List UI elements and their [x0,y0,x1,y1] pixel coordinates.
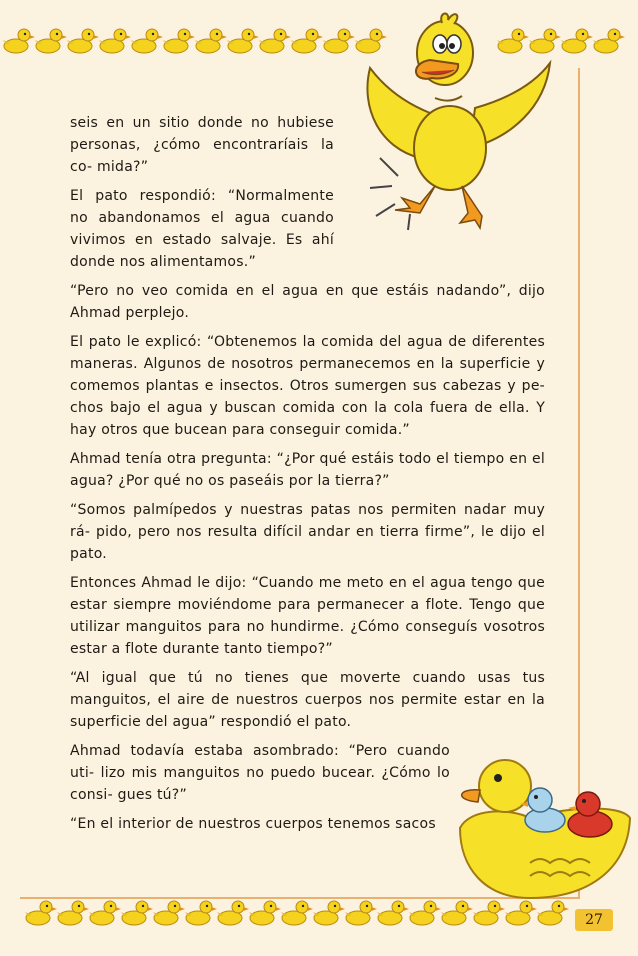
paragraph: El pato respondió: “Normalmente no abandonamos el agua cuando vivimos en estado salvaje. Es ahí donde nos alimentamos.” [70,188,334,270]
paragraph: “Pero no veo comida en el agua en que estáis nadando”, dijo Ahmad perplejo. [70,283,545,321]
story-text [70,112,545,842]
paragraph: “En el interior de nuestros cuerpos tenemos sacos [70,816,436,832]
paragraph: seis en un sitio donde no hubiese personas, ¿cómo encontraríais la co- mida?” [70,115,334,175]
paragraph: Ahmad todavía estaba asombrado: “Pero cuando uti- lizo mis manguitos no puedo bucear. ¿Cómo lo consi- gues tú?” [70,743,450,803]
paragraph: Ahmad tenía otra pregunta: “¿Por qué estáis todo el tiempo en el agua? ¿Por qué no os paseáis por la tierra?” [70,451,545,489]
paragraph: “Somos palmípedos y nuestras patas nos permiten nadar muy rá- pido, pero nos resulta difícil andar en tierra firme”, le dijo el pato. [70,502,545,562]
paragraph: El pato le explicó: “Obtenemos la comida del agua de diferentes maneras. Algunos de nosotros permanecemos en la superficie y comemos plantas e insectos. Otros sumergen sus cabezas y pe- chos bajo el agua y buscan comida con la cola fuera de ella. Y hay otros que bucean para conseguir comida.” [70,334,545,438]
page-number: 27 [575,909,613,931]
paragraph: Entonces Ahmad le dijo: “Cuando me meto en el agua tengo que estar siempre moviéndome para permanecer a flote. Tengo que utilizar manguitos para no hundirme. ¿Cómo conseguís vosotros estar a flote durante tanto tiempo?” [70,575,545,657]
paragraph: “Al igual que tú no tienes que moverte cuando usas tus manguitos, el aire de nuestros cuerpos nos permite estar en la superficie del agua” respondió el pato. [70,670,545,730]
